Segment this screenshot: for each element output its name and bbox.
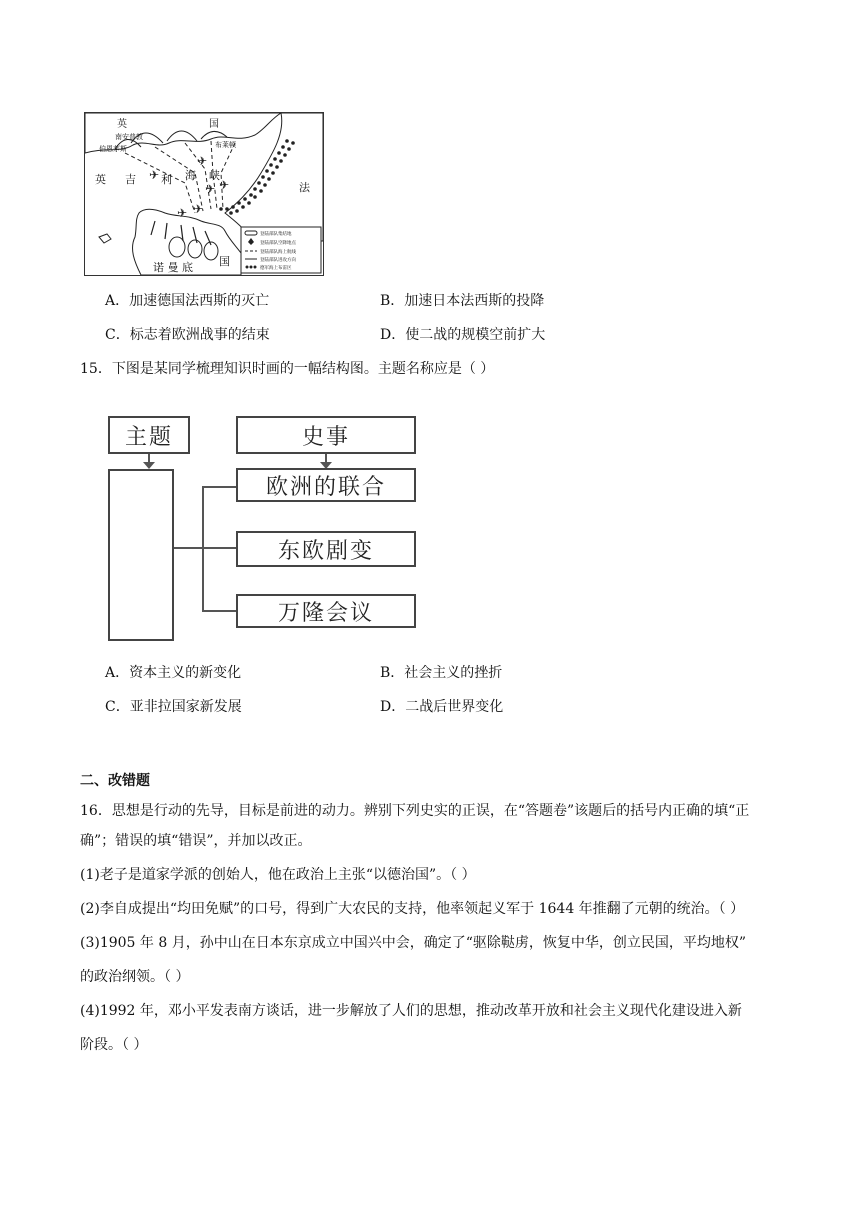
q15-option-c[interactable]: [105, 697, 242, 717]
map-label-southampton: 南安普敦: [115, 133, 143, 141]
q14-option-a[interactable]: [105, 291, 269, 311]
map-label-country-top: 国: [209, 119, 219, 130]
map-label-normandy: 诺 曼 底: [153, 261, 193, 274]
map-label-channel-2: 吉: [125, 173, 136, 186]
q16-stem-line2: 确”；错误的填“错误”，并加以改正。: [80, 833, 312, 849]
map-label-britain: 英: [117, 119, 127, 130]
q15-option-d[interactable]: [380, 697, 503, 717]
structure-diagram: [100, 408, 465, 648]
q16-item-2: (2)李自成提出“均田免赋”的口号，得到广大农民的支持，他率领起义军于 1644 年推翻了元朝的统治。（ ）: [80, 901, 745, 917]
option-letter: D．: [380, 699, 406, 715]
option-letter: A．: [105, 293, 130, 309]
theme-label-box: 主题: [108, 416, 190, 454]
q14-option-b[interactable]: [380, 291, 544, 311]
map-label-channel-5: 峡: [209, 169, 220, 182]
q14-option-d[interactable]: [380, 325, 545, 345]
events-label-box: 史事: [236, 416, 416, 454]
option-text: 亚非拉国家新发展: [129, 699, 242, 715]
option-letter: C．: [105, 699, 130, 715]
option-letter: B．: [380, 665, 405, 681]
option-text: 加速德国法西斯的灭亡: [129, 293, 270, 309]
option-letter: D．: [380, 327, 406, 343]
map-label-brighton: 布莱顿: [215, 141, 236, 149]
svg-text:✈: ✈: [149, 168, 160, 182]
theme-answer-box[interactable]: [108, 469, 174, 641]
option-text: 资本主义的新变化: [129, 665, 242, 681]
q16-item-4-line1: (4)1992 年，邓小平发表南方谈话，进一步解放了人们的思想，推动改革开放和社会主义现代化建设进入新: [80, 1003, 742, 1019]
normandy-landing-map: [84, 112, 324, 276]
q15-option-a[interactable]: [105, 663, 241, 683]
map-label-channel-1: 英: [95, 173, 106, 186]
event-box-1: 欧洲的联合: [236, 468, 416, 502]
legend-item-2: 登陆部队空降地点: [260, 241, 296, 246]
legend-item-3: 登陆部队海上航线: [260, 250, 296, 255]
svg-text:✈: ✈: [197, 154, 208, 168]
option-letter: B．: [380, 293, 405, 309]
option-letter: C．: [105, 327, 130, 343]
svg-text:✈: ✈: [177, 206, 188, 220]
q16-item-3-line1: (3)1905 年 8 月，孙中山在日本东京成立中国兴中会，确定了“驱除鞑虏，恢复中华，创立民国，平均地权”: [80, 935, 747, 951]
legend-item-4: 登陆部队进攻方向: [260, 258, 296, 263]
map-label-france: 法: [299, 181, 310, 194]
section-title: 二、改错题: [80, 773, 150, 789]
option-text: 加速日本法西斯的投降: [404, 293, 545, 309]
legend-item-1: 登陆部队集结地: [260, 232, 292, 237]
option-text: 社会主义的挫折: [404, 665, 503, 681]
map-legend: [241, 227, 321, 273]
legend-item-5: 德军海上布雷区: [260, 266, 292, 271]
svg-text:✈: ✈: [205, 182, 216, 196]
map-label-channel-4: 海: [185, 169, 196, 182]
q14-option-c[interactable]: [105, 325, 270, 345]
q16-item-1: (1)老子是道家学派的创始人，他在政治上主张“以德治国”。（ ）: [80, 867, 476, 883]
option-letter: A．: [105, 665, 130, 681]
q15-stem: 15．下图是某同学梳理知识时画的一幅结构图。主题名称应是（ ）: [80, 361, 495, 377]
map-label-channel-3: 利: [161, 173, 172, 186]
event-box-2: 东欧剧变: [236, 531, 416, 567]
q16-item-3-line2: 的政治纲领。（ ）: [80, 969, 190, 985]
map-svg: [85, 113, 323, 275]
event-box-3: 万隆会议: [236, 594, 416, 628]
svg-text:✈: ✈: [219, 178, 230, 192]
q16-item-4-line2: 阶段。（ ）: [80, 1037, 148, 1053]
svg-text:✈: ✈: [193, 202, 204, 216]
option-text: 二战后世界变化: [405, 699, 504, 715]
map-label-country-bottom: 国: [219, 255, 230, 268]
q15-option-b[interactable]: [380, 663, 502, 683]
q16-stem-line1: 16．思想是行动的先导，目标是前进的动力。辨别下列史实的正误，在“答题卷”该题后的括号内正确的填“正: [80, 803, 750, 819]
map-label-bournemouth: 伯恩茅斯: [99, 145, 127, 153]
option-text: 使二战的规模空前扩大: [405, 327, 546, 343]
option-text: 标志着欧洲战事的结束: [129, 327, 270, 343]
